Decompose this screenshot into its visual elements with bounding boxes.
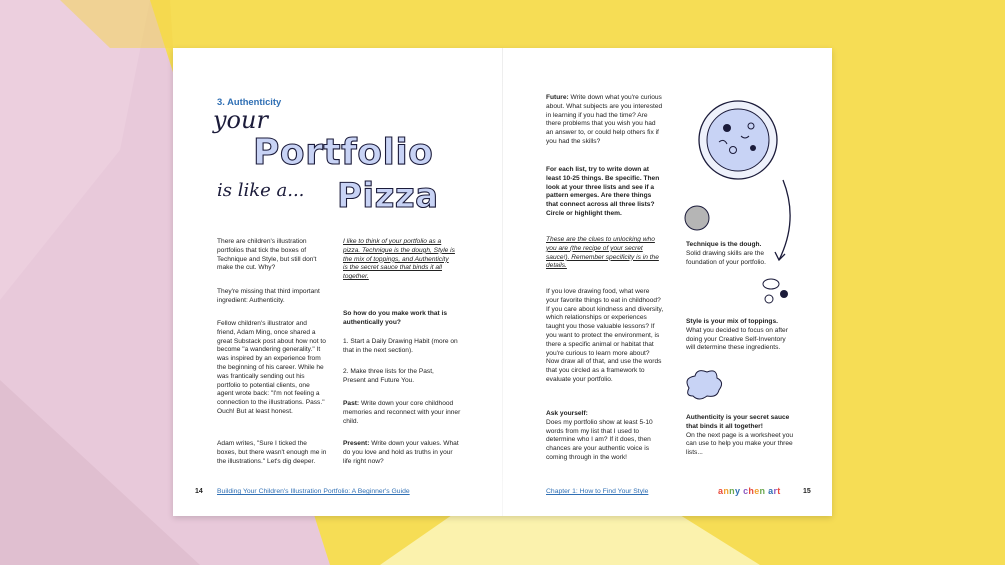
title-portfolio: Portfolio: [253, 132, 434, 173]
topping-icon: [723, 124, 731, 132]
style-bold: Style is your mix of toppings.: [686, 318, 778, 325]
paragraph-adam-writes: Adam writes, "Sure I ticked the boxes, but there wasn't enough me in the illustrations." Let's dig deeper.: [217, 440, 327, 465]
present-label: Present:: [343, 440, 370, 447]
dough-ball-icon: [685, 206, 709, 230]
topping-icon: [780, 290, 788, 298]
paragraph-present: [343, 440, 461, 466]
footer-guide-link[interactable]: Building Your Children's Illustration Portfolio: A Beginner's Guide: [217, 488, 410, 495]
list-item: 2. Make three lists for the Past, Present and Future You.: [343, 368, 434, 384]
pizza-sauce-icon: [707, 109, 769, 171]
olive-icon: [765, 295, 773, 303]
mushroom-icon: [763, 279, 779, 289]
paragraph-ask: [546, 410, 664, 463]
past-text: Write down your core childhood memories and reconnect with your inner child.: [343, 400, 461, 425]
paragraph-missing: They're missing that third important ingredient: Authenticity.: [217, 288, 320, 304]
brand-logo: anny chen art: [718, 486, 781, 496]
pizza-quote: I like to think of your portfolio as a pizza. Technique is the dough, Style is the mix of toppings, and Authenticity is the secret sauce that binds it all together.: [343, 238, 455, 281]
list-item: 1. Start a Daily Drawing Habit (more on that in the next section).: [343, 338, 458, 354]
clues-quote: These are the clues to unlocking who you are (the recipe of your secret sauce!). Remember specificity is in the details.: [546, 236, 659, 270]
page-number-left: 14: [195, 488, 203, 495]
present-text: Write down your values. What do you love and hold as truths in your life right now?: [343, 440, 459, 465]
book-spread: [173, 48, 832, 516]
paragraph-food: If you love drawing food, what were your favorite things to eat in childhood? If you care about kindness and diversity, which relationships or experiences taught you those valuable lessons? If you want to protect the environment, is there a specific animal or habitat that you're curious to learn more about? Now draw all of that, and use the words that you circled as a framework to evaluate your portfolio.: [546, 288, 664, 383]
paragraph-future: [546, 94, 664, 147]
footer-chapter-link[interactable]: Chapter 1: How to Find Your Style: [546, 488, 649, 495]
page-number-right: 15: [803, 488, 811, 495]
authenticity-bold: Authenticity is your secret sauce that binds it all together!: [686, 414, 790, 430]
authenticity-text: On the next page is a worksheet you can use to help you make your three lists...: [686, 431, 794, 457]
title-your: your: [213, 106, 268, 134]
sauce-splash-icon: [681, 368, 727, 402]
technique-bold: Technique is the dough.: [686, 241, 762, 248]
future-label: Future:: [546, 94, 569, 101]
future-text: Write down what you're curious about. What subjects are you interested in learning if you had the time? Are there problems that you wish you had an answer to, or could help others fix if you had the skills?: [546, 94, 663, 145]
past-label: Past:: [343, 400, 360, 407]
ask-label: Ask yourself:: [546, 410, 588, 417]
ask-text: Does my portfolio show at least 5-10 words from my list that I used to determine who I am? If it does, then chances are your authentic voice is coming through in the work!: [546, 418, 653, 461]
note-style: [686, 318, 792, 353]
paragraph-intro: There are children's illustration portfolios that tick the boxes of Technique and Style, but still don't make the cut. Why?: [217, 238, 317, 272]
paragraph-lists: For each list, try to write down at least 10-25 things. Be specific. Then look at your three lists and see if a pattern emerges. Are there things that connect across all three lists? Circle or highlight them.: [546, 166, 660, 217]
question-heading: So how do you make work that is authentically you?: [343, 310, 448, 326]
note-authenticity: [686, 414, 796, 458]
paragraph-past: [343, 400, 461, 426]
note-technique: [686, 241, 796, 267]
title-pizza: Pizza: [337, 176, 439, 216]
paragraph-adam-ming: Fellow children's illustrator and friend, Adam Ming, once shared a great Substack post about how not to become "a wandering generality." It was inspired by an experience from the beginning of his career. While he was frantically sending out his portfolio to potential clients, one agent wrote back: "I'm not feeling a connection to the illustrations. Pass." Ouch! But at least honest.: [217, 320, 326, 415]
section-heading: 3. Authenticity: [217, 96, 282, 107]
title-is-like-a: is like a...: [217, 180, 305, 201]
technique-text: Solid drawing skills are the foundation of your portfolio.: [686, 249, 766, 266]
topping-icon: [750, 145, 756, 151]
page-fold: [502, 48, 503, 516]
style-text: What you decided to focus on after doing your Creative Self-Inventory will determine these ingredients.: [686, 326, 788, 352]
